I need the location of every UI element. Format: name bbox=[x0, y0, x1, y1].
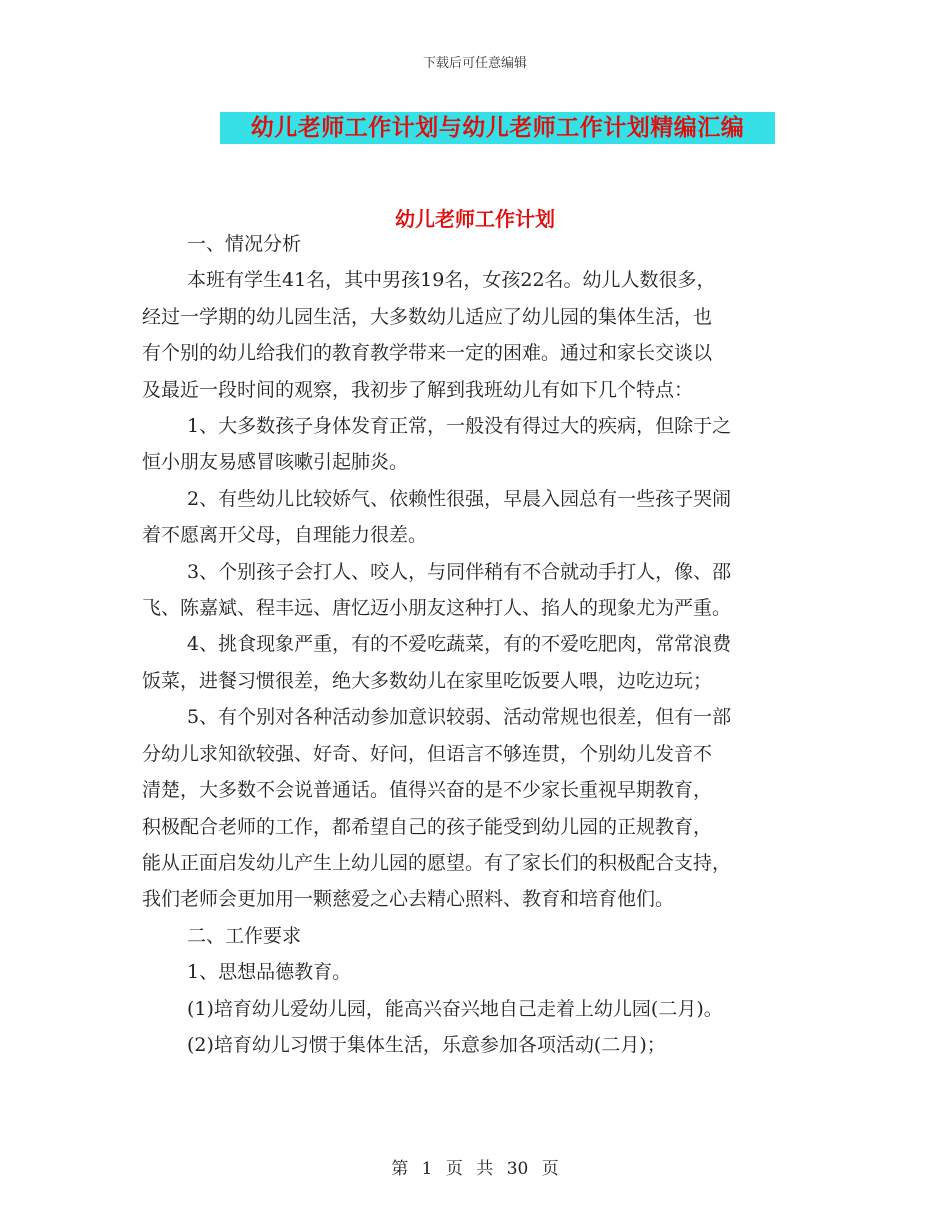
text-line: 及最近一段时间的观察，我初步了解到我班幼儿有如下几个特点： bbox=[142, 378, 694, 401]
text-line: 清楚，大多数不会说普通话。值得兴奋的是不少家长重视早期教育， bbox=[142, 779, 713, 802]
text-line: 3、个别孩子会打人、咬人，与同伴稍有不合就动手打人，像、邵 bbox=[187, 560, 732, 583]
text-line: 经过一学期的幼儿园生活，大多数幼儿适应了幼儿园的集体生活，也 bbox=[142, 305, 713, 328]
text-line: 2、有些幼儿比较娇气、依赖性很强，早晨入园总有一些孩子哭闹 bbox=[187, 487, 732, 510]
document-title: 幼儿老师工作计划与幼儿老师工作计划精编汇编 bbox=[220, 112, 775, 144]
text-line: 5、有个别对各种活动参加意识较弱、活动常规也很差，但有一部 bbox=[187, 706, 732, 729]
section-title: 幼儿老师工作计划 bbox=[395, 207, 555, 231]
text-line: 恒小朋友易感冒咳嗽引起肺炎。 bbox=[142, 451, 409, 474]
text-line: 飞、陈嘉斌、程丰远、唐忆迈小朋友这种打人、掐人的现象尤为严重。 bbox=[142, 597, 732, 620]
text-line: 二、工作要求 bbox=[187, 924, 302, 947]
text-line: (1)培育幼儿爱幼儿园，能高兴奋兴地自己走着上幼儿园(二月)。 bbox=[187, 997, 723, 1020]
text-line: 1、思想品德教育。 bbox=[187, 961, 352, 984]
page-footer: 第 1 页 共 30 页 bbox=[391, 1159, 559, 1179]
text-line: 饭菜，进餐习惯很差，绝大多数幼儿在家里吃饭要人喂，边吃边玩； bbox=[142, 669, 713, 692]
header-note: 下载后可任意编辑 bbox=[422, 56, 527, 71]
text-line: 一、情况分析 bbox=[187, 233, 302, 255]
text-line: 能从正面启发幼儿产生上幼儿园的愿望。有了家长们的积极配合支持， bbox=[142, 851, 732, 874]
text-line: 有个别的幼儿给我们的教育教学带来一定的困难。通过和家长交谈以 bbox=[142, 342, 713, 365]
text-line: 积极配合老师的工作，都希望自己的孩子能受到幼儿园的正规教育， bbox=[142, 815, 713, 838]
text-line: 本班有学生41名，其中男孩19名，女孩22名。幼儿人数很多， bbox=[187, 269, 716, 292]
text-line: 我们老师会更加用一颗慈爱之心去精心照料、教育和培育他们。 bbox=[142, 888, 675, 911]
text-line: 分幼儿求知欲较强、好奇、好问，但语言不够连贯，个别幼儿发音不 bbox=[142, 742, 713, 765]
text-line: 1、大多数孩子身体发育正常，一般没有得过大的疾病，但除于之 bbox=[187, 415, 732, 438]
text-line: 着不愿离开父母，自理能力很差。 bbox=[142, 524, 428, 547]
text-line: (2)培育幼儿习惯于集体生活，乐意参加各项活动(二月)； bbox=[187, 1033, 666, 1056]
document-body bbox=[142, 226, 810, 1063]
text-line: 4、挑食现象严重，有的不爱吃蔬菜，有的不爱吃肥肉，常常浪费 bbox=[187, 633, 732, 656]
